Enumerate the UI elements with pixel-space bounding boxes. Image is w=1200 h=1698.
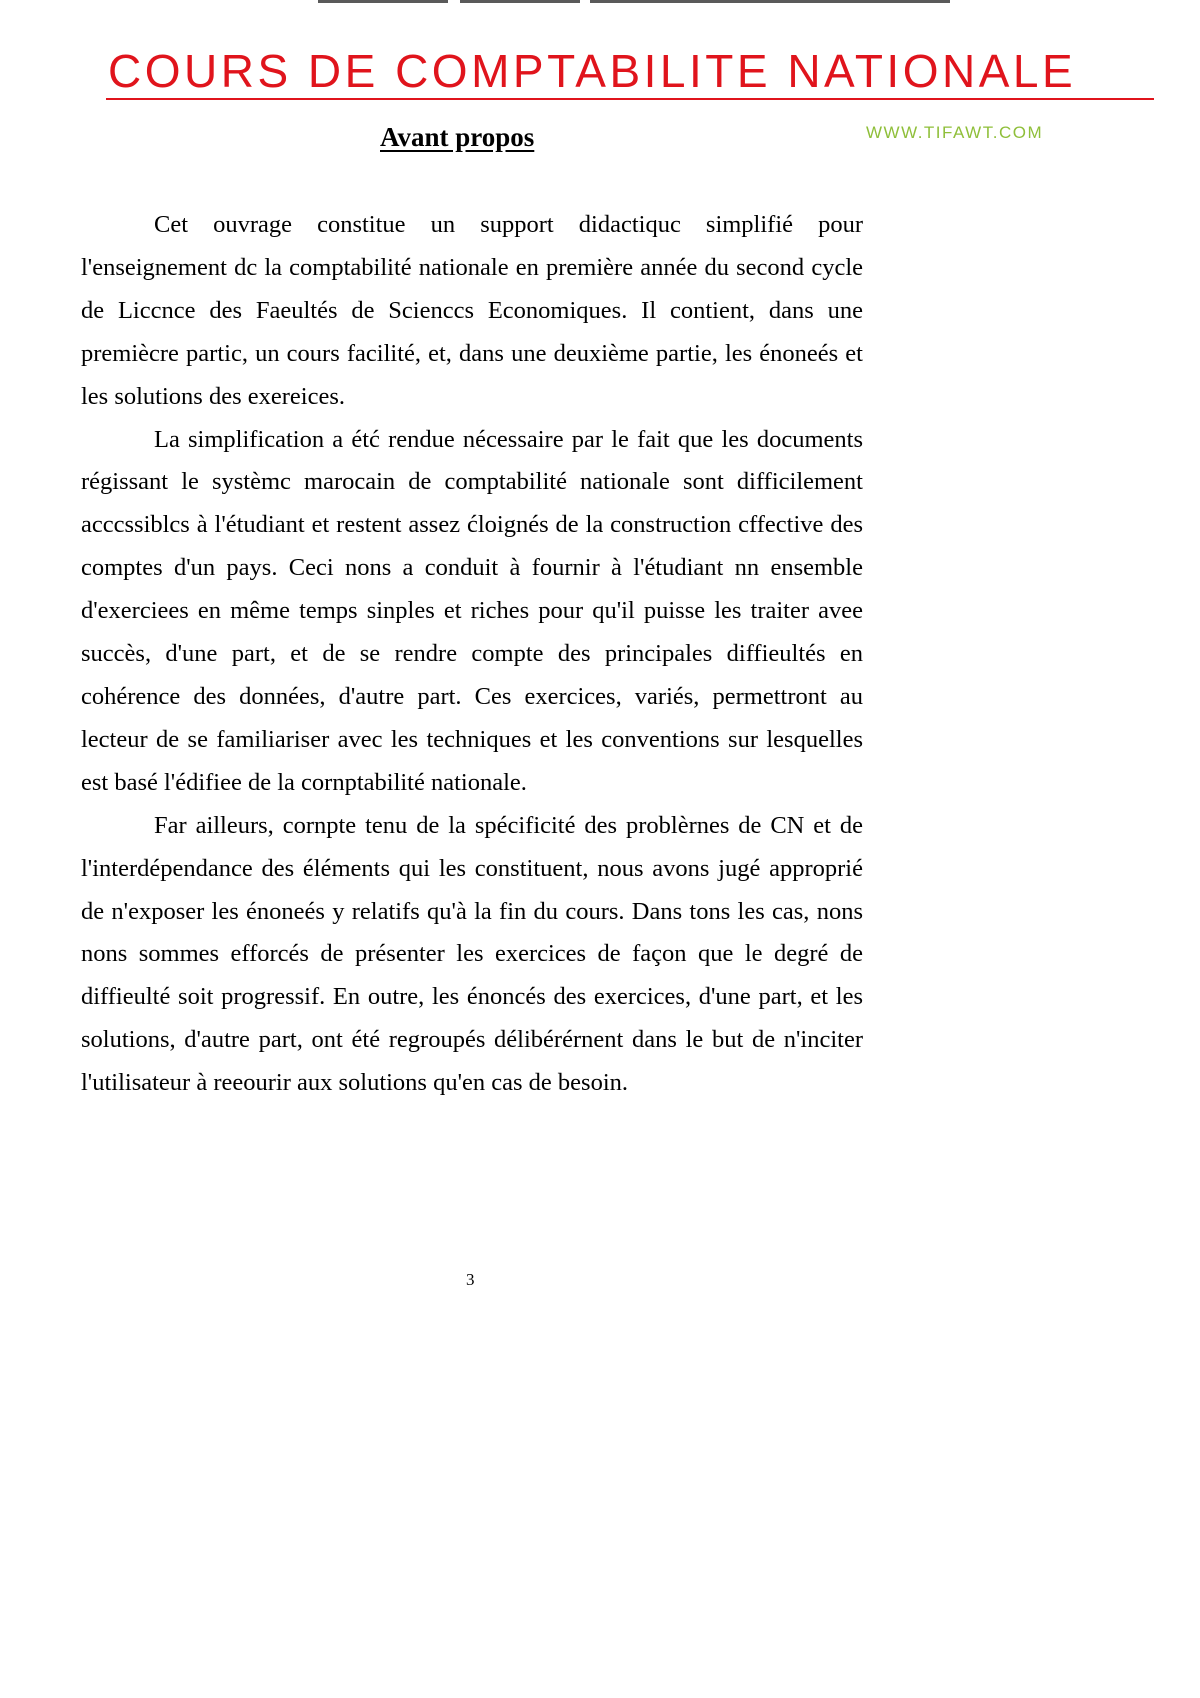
website-watermark: WWW.TIFAWT.COM	[866, 123, 1044, 142]
paragraph-3: Far ailleurs, cornpte tenu de la spécificité des problèrnes de CN et de l'interdépendance des éléments qui les constituent, nous avons jugé approprié de n'exposer les énoneés y relatifs qu'à la fin du cours. Dans tons les cas, nons nons sommes efforcés de présenter les exercices de façon que le degré de diffieulté soit progressif. En outre, les énoncés des exercices, d'une part, et les solutions, d'autre part, ont été regroupés délibérérnent dans le but de n'inciter l'utilisateur à reeourir aux solutions qu'en cas de besoin.	[81, 811, 863, 1097]
page-number: 3	[466, 1270, 475, 1289]
body-text	[81, 204, 863, 1105]
paragraph-1: Cet ouvrage constitue un support didactiquc simplifié pour l'enseignement dc la comptabilité nationale en première année du second cycle de Liccnce des Faeultés de Scienccs Economiques. Il contient, dans une premiècre partic, un cours facilité, et, dans une deuxième partie, les énoneés et les solutions des exereices.	[81, 211, 863, 410]
scan-artifact-line	[460, 0, 580, 3]
scan-artifact-line	[318, 0, 448, 3]
paragraph-2: La simplification a étć rendue nécessaire par le fait que les documents régissant le systèmc marocain de comptabilité nationale sont difficilement acccssiblcs à l'étudiant et restent assez ćloignés de la construction cffective des comptes d'un pays. Ceci nons a conduit à fournir à l'étudiant nn ensemble d'exerciees en même temps sinples et riches pour qu'il puisse les traiter avee succès, d'une part, et de se rendre compte des principales diffieultés en cohérence des données, d'autre part. Ces exercices, variés, permettront au lecteur de se familiariser avec les techniques et les conventions sur lesquelles est basé l'édifiee de la cornptabilité nationale.	[81, 425, 863, 796]
section-heading: Avant propos	[380, 122, 535, 152]
banner-underline	[106, 98, 1154, 100]
scan-artifact-line	[590, 0, 950, 3]
banner-title: COURS DE COMPTABILITE NATIONALE	[108, 45, 1077, 97]
